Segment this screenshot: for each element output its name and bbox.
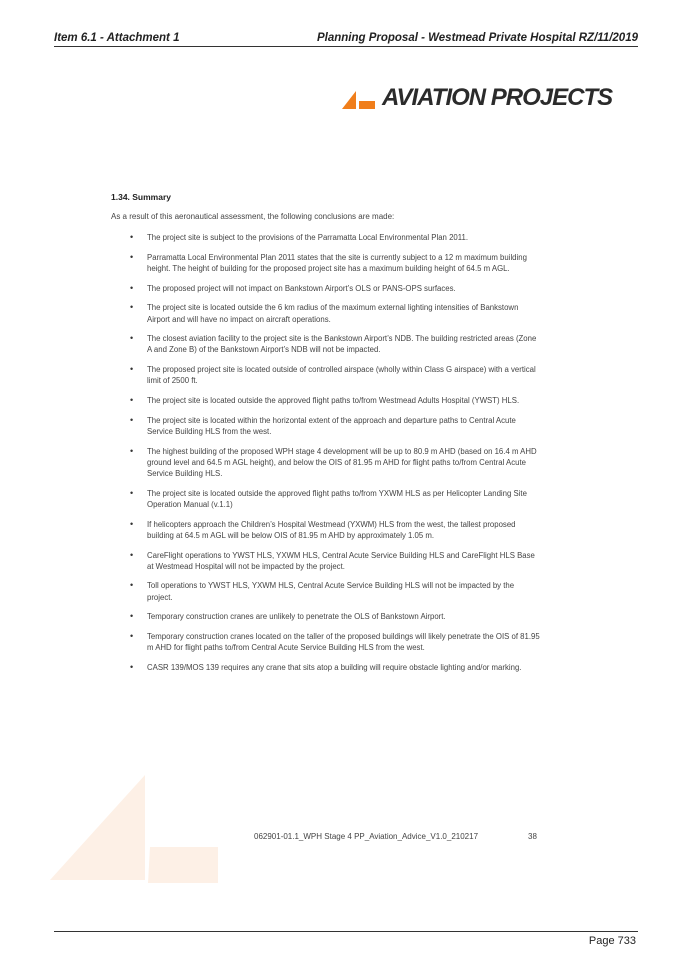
list-item: • CASR 139/MOS 139 requires any crane that sits atop a building will require obstacle lighting and/or marking. [130, 661, 522, 672]
aviation-projects-logo-icon [342, 89, 376, 109]
bullet-icon: • [130, 518, 134, 529]
bullet-icon: • [130, 611, 134, 622]
bullet-icon: • [130, 414, 134, 425]
section-title: 1.34. Summary [111, 192, 172, 202]
list-item: • Temporary construction cranes are unlikely to penetrate the OLS of Bankstown Airport. [130, 611, 446, 622]
list-item: • Toll operations to YWST HLS, YXWM HLS, Central Acute Service Building HLS will not be impacted by the project. [130, 580, 515, 602]
page-header [54, 32, 638, 47]
bullet-icon: • [130, 251, 134, 262]
list-item: • The project site is located outside the approved flight paths to/from YXWM HLS as per Helicopter Landing Site Operation Manual (v.1.1) [130, 487, 527, 509]
list-item: • The highest building of the proposed WPH stage 4 development will be up to 80.9 m AHD (based on 16.4 m AHD ground level and 64.5 m AGL height), and below the OIS of 81.95 m AHD for flight paths to/from Central Acute Service Building HLS. [130, 445, 537, 479]
document-reference: 062901-01.1_WPH Stage 4 PP_Aviation_Advice_V1.0_210217 [254, 832, 479, 841]
page-number: Page 733 [588, 935, 636, 947]
bullet-icon: • [130, 333, 134, 344]
bullet-icon: • [130, 282, 134, 293]
bullet-icon: • [130, 631, 134, 642]
bullet-icon: • [130, 364, 134, 375]
watermark-logo-icon [50, 775, 220, 885]
document-page-number: 38 [528, 832, 537, 841]
logo-wordmark: AVIATION PROJECTS [382, 84, 613, 111]
list-item: • The project site is located outside the 6 km radius of the maximum external lighting intensities of Bankstown Airport and will have no impact on aircraft operations. [130, 302, 519, 324]
bullet-icon: • [130, 395, 134, 406]
list-item: • Temporary construction cranes located on the taller of the proposed buildings will likely penetrate the OIS of 81.95 m AHD for flight paths to/from Central Acute Service Building HLS from the west. [130, 631, 540, 653]
list-item: • The project site is located outside the approved flight paths to/from Westmead Adults Hospital (YWST) HLS. [130, 395, 520, 406]
summary-list [111, 232, 541, 682]
list-item: • The project site is located within the horizontal extent of the approach and departure paths to Central Acute Service Building HLS from the west. [130, 414, 516, 436]
header-attachment-label: Item 6.1 - Attachment 1 [54, 32, 180, 44]
footer-divider [54, 931, 638, 932]
bullet-icon: • [130, 445, 134, 456]
list-item: • The closest aviation facility to the project site is the Bankstown Airport’s NDB. The building restricted areas (Zone A and Zone B) of the Bankstown Airport’s NDB will not be impacted. [130, 333, 537, 355]
bullet-icon: • [130, 232, 134, 242]
bullet-icon: • [130, 487, 134, 498]
list-item: • The project site is subject to the provisions of the Parramatta Local Environmental Plan 2011. [130, 232, 468, 242]
bullet-icon: • [130, 302, 134, 313]
bullet-icon: • [130, 549, 134, 560]
bullet-icon: • [130, 580, 134, 591]
section-intro: As a result of this aeronautical assessment, the following conclusions are made: [111, 212, 395, 221]
list-item: • CareFlight operations to YWST HLS, YXWM HLS, Central Acute Service Building HLS and CareFlight HLS Base at Westmead Hospital will not be impacted by the project. [130, 549, 535, 571]
bullet-icon: • [130, 661, 134, 672]
list-item: • Parramatta Local Environmental Plan 2011 states that the site is currently subject to a 12 m maximum building height. The height of building for the proposed project site has a maximum building height of 64.5 m AGL. [130, 251, 527, 273]
header-proposal-title: Planning Proposal - Westmead Private Hospital RZ/11/2019 [316, 32, 638, 44]
list-item: • If helicopters approach the Children’s Hospital Westmead (YXWM) HLS from the west, the tallest proposed building at 64.5 m AGL will be below OIS of 81.95 m AHD by approximately 1.05 m. [130, 518, 516, 540]
list-item: • The proposed project will not impact on Bankstown Airport’s OLS or PANS-OPS surfaces. [130, 282, 456, 293]
list-item: • The proposed project site is located outside of controlled airspace (wholly within Class G airspace) with a vertical limit of 2500 ft. [130, 364, 536, 386]
